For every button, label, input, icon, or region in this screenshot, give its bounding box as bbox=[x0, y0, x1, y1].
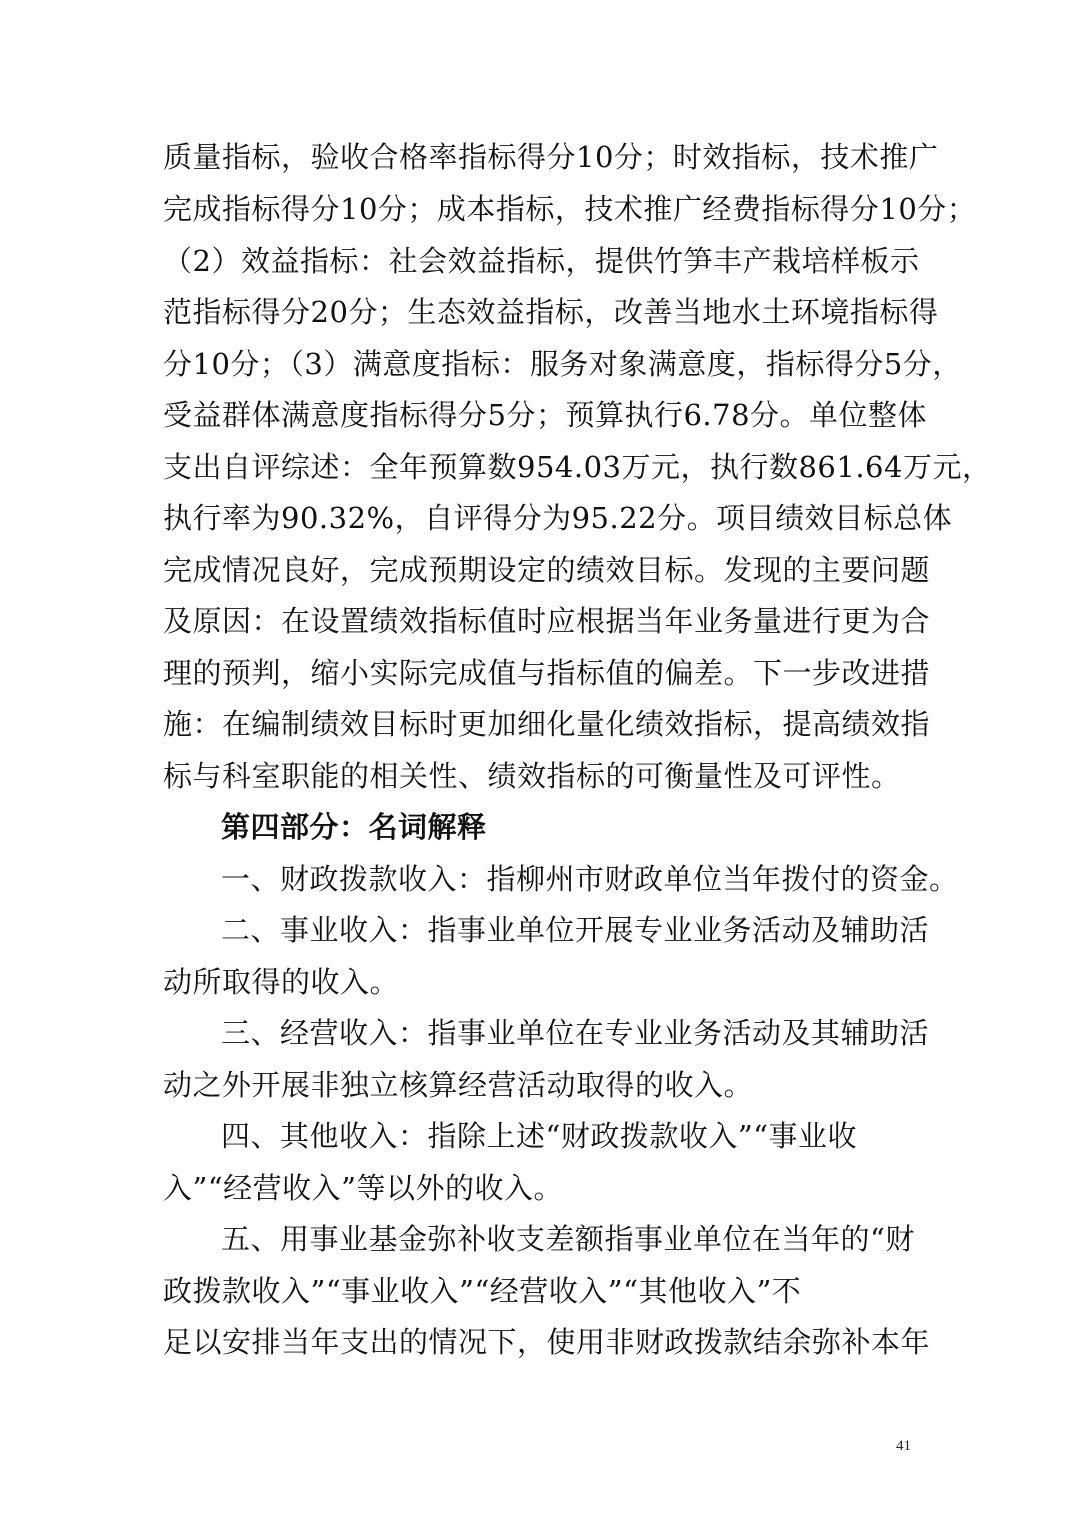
body-text-line: 执行率为90.32%，自评得分为95.22分。项目绩效目标总体 bbox=[163, 501, 953, 535]
definition-item: 五、用事业基金弥补收支差额指事业单位在当年的“财 bbox=[221, 1222, 915, 1256]
body-text-line: 理的预判，缩小实际完成值与指标值的偏差。下一步改进措 bbox=[163, 656, 931, 690]
body-text-line: 施：在编制绩效目标时更加细化量化绩效指标，提高绩效指 bbox=[163, 707, 931, 741]
body-text-line: 分10分；（3）满意度指标：服务对象满意度，指标得分5分， bbox=[163, 347, 962, 381]
section-heading: 第四部分：名词解释 bbox=[221, 810, 487, 844]
body-text-line: 受益群体满意度指标得分5分；预算执行6.78分。单位整体 bbox=[163, 398, 928, 432]
body-text-line: 动所取得的收入。 bbox=[163, 965, 400, 999]
definition-item: 三、经营收入：指事业单位在专业业务活动及其辅助活 bbox=[221, 1016, 930, 1050]
definition-item: 四、其他收入：指除上述“财政拨款收入”“事业收 bbox=[221, 1119, 857, 1153]
body-text-line: 足以安排当年支出的情况下，使用非财政拨款结余弥补本年 bbox=[163, 1325, 931, 1359]
body-text-line: （2）效益指标：社会效益指标，提供竹笋丰产栽培样板示 bbox=[163, 244, 920, 278]
body-text-line: 政拨款收入”“事业收入”“经营收入”“其他收入”不 bbox=[163, 1274, 802, 1308]
body-text-line: 范指标得分20分；生态效益指标，改善当地水土环境指标得 bbox=[163, 295, 939, 329]
body-text-line: 动之外开展非独立核算经营活动取得的收入。 bbox=[163, 1068, 754, 1102]
body-text-line: 质量指标，验收合格率指标得分10分；时效指标，技术推广 bbox=[163, 140, 939, 174]
body-text-line: 支出自评综述：全年预算数954.03万元，执行数861.64万元， bbox=[163, 450, 992, 484]
definition-item: 一、财政拨款收入：指柳州市财政单位当年拨付的资金。 bbox=[221, 862, 959, 896]
body-text-line: 完成指标得分10分；成本指标，技术推广经费指标得分10分； bbox=[163, 192, 977, 226]
definition-item: 二、事业收入：指事业单位开展专业业务活动及辅助活 bbox=[221, 913, 930, 947]
body-text-line: 及原因：在设置绩效指标值时应根据当年业务量进行更为合 bbox=[163, 604, 931, 638]
body-text-line: 标与科室职能的相关性、绩效指标的可衡量性及可评性。 bbox=[163, 759, 901, 793]
body-text-line: 入”“经营收入”等以外的收入。 bbox=[163, 1171, 563, 1205]
page-number: 41 bbox=[896, 1438, 911, 1454]
body-text-line: 完成情况良好，完成预期设定的绩效目标。发现的主要问题 bbox=[163, 553, 931, 587]
